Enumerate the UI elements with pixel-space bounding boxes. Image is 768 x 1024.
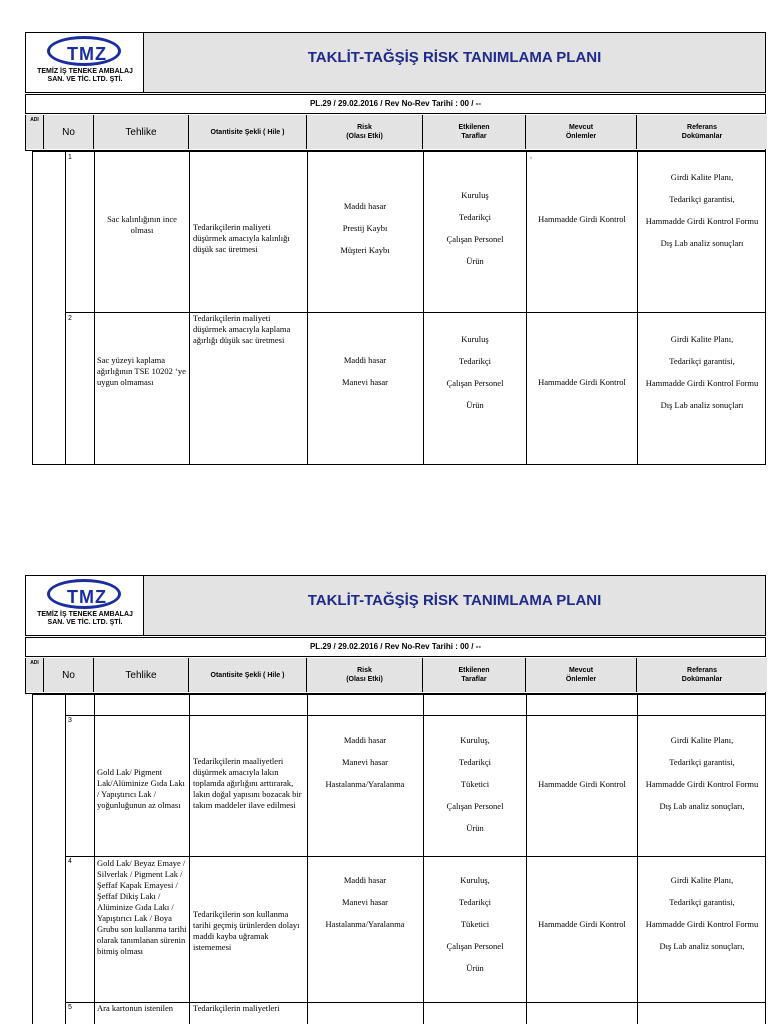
- col-divider: [423, 152, 424, 464]
- tehlike-cell: Gold Lak/ Pigment Lak/Alüminize Gıda Lakı / Yapıştırıcı Lak / yoğunluğunun az olması: [97, 767, 185, 810]
- col-divider: [94, 152, 95, 464]
- etkilenen-cell: [425, 875, 525, 974]
- tehlike-cell: Sac kalınlığının ince olması: [107, 214, 177, 235]
- col-referans: [637, 658, 767, 692]
- risk-item: Hastalanma/Yaralanma: [325, 779, 405, 789]
- otantisite-cell: Tedarikçilerin maaliyetleri düşürmek amacıyla lakın toplamda ağırlığını arttırarak, lakın doğal yapısını bozacak bir takım maddeler ilave edilmesi: [193, 756, 302, 810]
- col-divider: [637, 695, 638, 1024]
- col-tehlike: Tehlike: [94, 115, 189, 149]
- col-divider: [65, 695, 66, 1024]
- risk-item: Hastalanma/Yaralanma: [325, 919, 405, 929]
- col-divider: [307, 695, 308, 1024]
- logo-text: TMZ: [67, 587, 107, 607]
- risk-cell: [309, 735, 421, 790]
- document-header: [25, 575, 766, 636]
- etkilenen-item: Kuruluş,: [460, 735, 490, 745]
- col-divider: [526, 152, 527, 464]
- referans-cell: [639, 172, 765, 249]
- row-number: 2: [68, 315, 72, 322]
- col-risk: [307, 658, 423, 692]
- col-risk-l1: Risk: [357, 124, 372, 131]
- risk-cell: [309, 201, 421, 256]
- col-adi: ADI: [26, 115, 44, 149]
- etkilenen-item: Kuruluş: [461, 190, 489, 200]
- col-risk-l1: Risk: [357, 667, 372, 674]
- company-logo: [26, 576, 144, 635]
- row-number: 1: [68, 154, 72, 161]
- logo-ellipse: [47, 36, 121, 66]
- etkilenen-item: Ürün: [466, 963, 484, 973]
- col-etkilenen-l2: Taraflar: [461, 133, 487, 140]
- risk-table-2: [32, 694, 766, 1024]
- col-divider: [526, 695, 527, 1024]
- risk-cell: [309, 875, 421, 930]
- etkilenen-item: Ürün: [466, 823, 484, 833]
- document-title: TAKLİT-TAĞŞİŞ RİSK TANIMLAMA PLANI: [307, 592, 602, 609]
- referans-cell: [639, 735, 765, 812]
- col-etkilenen: [423, 658, 526, 692]
- referans-item: Girdi Kalite Planı,: [670, 735, 734, 745]
- col-mevcut-l2: Önlemler: [565, 133, 597, 140]
- col-divider: [307, 152, 308, 464]
- col-referans: [637, 115, 767, 149]
- etkilenen-item: Kuruluş: [461, 334, 489, 344]
- col-mevcut-l1: Mevcut: [568, 124, 594, 131]
- referans-item: Hammadde Girdi Kontrol Formu: [645, 779, 759, 789]
- company-name-line1: TEMİZ İŞ TENEKE AMBALAJ: [37, 611, 133, 618]
- etkilenen-item: Çalışan Personel: [446, 234, 504, 244]
- referans-cell: [639, 334, 765, 411]
- col-mevcut-l1: Mevcut: [568, 667, 594, 674]
- referans-item: Hammadde Girdi Kontrol Formu: [645, 378, 759, 388]
- tehlike-cell: Sac yüzeyi kaplama ağırlığının TSE 10202 ‘ye uygun olmaması: [97, 355, 186, 387]
- logo-text: TMZ: [67, 44, 107, 64]
- col-adi: ADI: [26, 658, 44, 692]
- otantisite-cell: Tedarikçilerin maliyeti düşürmek amacıyla kalınlığı düşük sac üretmesi: [193, 222, 290, 254]
- company-name-line2: SAN. VE TİC. LTD. ŞTİ.: [47, 619, 123, 626]
- mevcut-cell: Hammadde Girdi Kontrol: [538, 919, 626, 929]
- etkilenen-item: Tedarikçi: [459, 212, 491, 222]
- etkilenen-item: Ürün: [466, 256, 484, 266]
- etkilenen-item: Çalışan Personel: [446, 941, 504, 951]
- tehlike-cell: Gold Lak/ Beyaz Emaye / Silverlak / Pigment Lak / Şeffaf Kapak Emayesi / Şeffaf Dikiş Lakı / Alüminize Gıda Lakı / Yapıştırıcı Lak / Boya Grubu son kullanma tarihi olarak tanımlanan sürenin bitmiş olması: [97, 858, 187, 956]
- company-logo: [26, 33, 144, 92]
- referans-item: Dış Lab analiz sonuçları: [660, 400, 744, 410]
- col-etkilenen-l1: Etkilenen: [458, 667, 490, 674]
- col-tehlike: Tehlike: [94, 658, 189, 692]
- company-name-line2: SAN. VE TİC. LTD. ŞTİ.: [47, 76, 123, 83]
- col-otantisite: Otantisite Şekli ( Hile ): [189, 115, 307, 149]
- document-title: TAKLİT-TAĞŞİŞ RİSK TANIMLAMA PLANI: [307, 49, 602, 66]
- etkilenen-item: Tüketici: [460, 779, 490, 789]
- col-divider: [65, 152, 66, 464]
- col-otantisite: Otantisite Şekli ( Hile ): [189, 658, 307, 692]
- row-divider: [65, 312, 765, 313]
- referans-item: Tedarikçi garantisi,: [669, 194, 735, 204]
- risk-item: Maddi hasar: [343, 355, 387, 365]
- risk-item: Manevi hasar: [341, 897, 389, 907]
- etkilenen-cell: [425, 735, 525, 834]
- col-mevcut: [526, 658, 637, 692]
- col-risk-l2: (Olası Etki): [346, 676, 383, 683]
- row-divider: [65, 856, 765, 857]
- row-number: 4: [68, 858, 72, 865]
- risk-item: Müşteri Kaybı: [340, 245, 390, 255]
- etkilenen-item: Tedarikçi: [459, 757, 491, 767]
- col-referans-l1: Referans: [687, 667, 717, 674]
- mevcut-cell: Hammadde Girdi Kontrol: [538, 779, 626, 789]
- referans-item: Girdi Kalite Planı,: [670, 334, 734, 344]
- column-header-row: [25, 115, 766, 151]
- referans-item: Tedarikçi garantisi,: [669, 757, 735, 767]
- col-etkilenen-l1: Etkilenen: [458, 124, 490, 131]
- col-divider: [189, 695, 190, 1024]
- referans-item: Dış Lab analiz sonuçları,: [659, 941, 745, 951]
- column-header-row: [25, 658, 766, 694]
- etkilenen-item: Çalışan Personel: [446, 801, 504, 811]
- tehlike-cell: Ara kartonun istenilen: [97, 1003, 174, 1013]
- otantisite-cell: Tedarikçilerin son kullanma tarihi geçmiş ürünlerden dolayı maddi kayba uğramak istememesi: [193, 909, 300, 952]
- otantisite-cell: Tedarikçilerin maliyeti düşürmek amacıyla kaplama ağırlığı düşük sac üretmesi: [193, 313, 291, 345]
- etkilenen-item: Kuruluş,: [460, 875, 490, 885]
- col-referans-l1: Referans: [687, 124, 717, 131]
- col-risk: [307, 115, 423, 149]
- referans-item: Dış Lab analiz sonuçları,: [659, 801, 745, 811]
- row-number: 3: [68, 717, 72, 724]
- col-etkilenen-l2: Taraflar: [461, 676, 487, 683]
- etkilenen-item: Tedarikçi: [459, 356, 491, 366]
- risk-item: Manevi hasar: [341, 757, 389, 767]
- risk-item: Maddi hasar: [343, 875, 387, 885]
- col-referans-l2: Dokümanlar: [681, 676, 723, 683]
- col-divider: [423, 695, 424, 1024]
- etkilenen-item: Çalışan Personel: [446, 378, 504, 388]
- referans-item: Hammadde Girdi Kontrol Formu: [645, 216, 759, 226]
- revision-text: PL.29 / 29.02.2016 / Rev No-Rev Tarihi : 00 / --: [309, 99, 482, 108]
- referans-item: Tedarikçi garantisi,: [669, 897, 735, 907]
- referans-item: Dış Lab analiz sonuçları: [660, 238, 744, 248]
- col-divider: [189, 152, 190, 464]
- risk-item: Maddi hasar: [343, 735, 387, 745]
- col-etkilenen: [423, 115, 526, 149]
- etkilenen-item: Tüketici: [460, 919, 490, 929]
- referans-cell: [639, 875, 765, 952]
- etkilenen-item: Ürün: [466, 400, 484, 410]
- mevcut-cell: Hammadde Girdi Kontrol: [538, 377, 626, 387]
- etkilenen-cell: [425, 334, 525, 411]
- mevcut-cell: Hammadde Girdi Kontrol: [538, 214, 626, 224]
- row-number: 5: [68, 1004, 72, 1011]
- etkilenen-cell: [425, 190, 525, 267]
- referans-item: Girdi Kalite Planı,: [670, 875, 734, 885]
- row-divider: [65, 715, 765, 716]
- col-divider: [94, 695, 95, 1024]
- risk-item: Maddi hasar: [343, 201, 387, 211]
- col-no: No: [44, 658, 94, 692]
- risk-table-1: [32, 151, 766, 465]
- referans-item: Hammadde Girdi Kontrol Formu: [645, 919, 759, 929]
- col-mevcut: [526, 115, 637, 149]
- revision-text: PL.29 / 29.02.2016 / Rev No-Rev Tarihi : 00 / --: [309, 642, 482, 651]
- col-mevcut-l2: Önlemler: [565, 676, 597, 683]
- logo-ellipse: [47, 579, 121, 609]
- company-name-line1: TEMİZ İŞ TENEKE AMBALAJ: [37, 68, 133, 75]
- document-header: [25, 32, 766, 93]
- risk-item: Manevi hasar: [341, 377, 389, 387]
- otantisite-cell: Tedarikçilerin maliyetleri: [193, 1003, 280, 1013]
- col-divider: [637, 152, 638, 464]
- revision-bar: [25, 637, 766, 657]
- referans-item: Tedarikçi garantisi,: [669, 356, 735, 366]
- etkilenen-item: Tedarikçi: [459, 897, 491, 907]
- col-risk-l2: (Olası Etki): [346, 133, 383, 140]
- mevcut-mark: ,: [530, 153, 532, 160]
- col-no: No: [44, 115, 94, 149]
- risk-cell: [309, 355, 421, 388]
- referans-item: Girdi Kalite Planı,: [670, 172, 734, 182]
- revision-bar: [25, 94, 766, 114]
- risk-item: Prestij Kaybı: [342, 223, 388, 233]
- col-referans-l2: Dokümanlar: [681, 133, 723, 140]
